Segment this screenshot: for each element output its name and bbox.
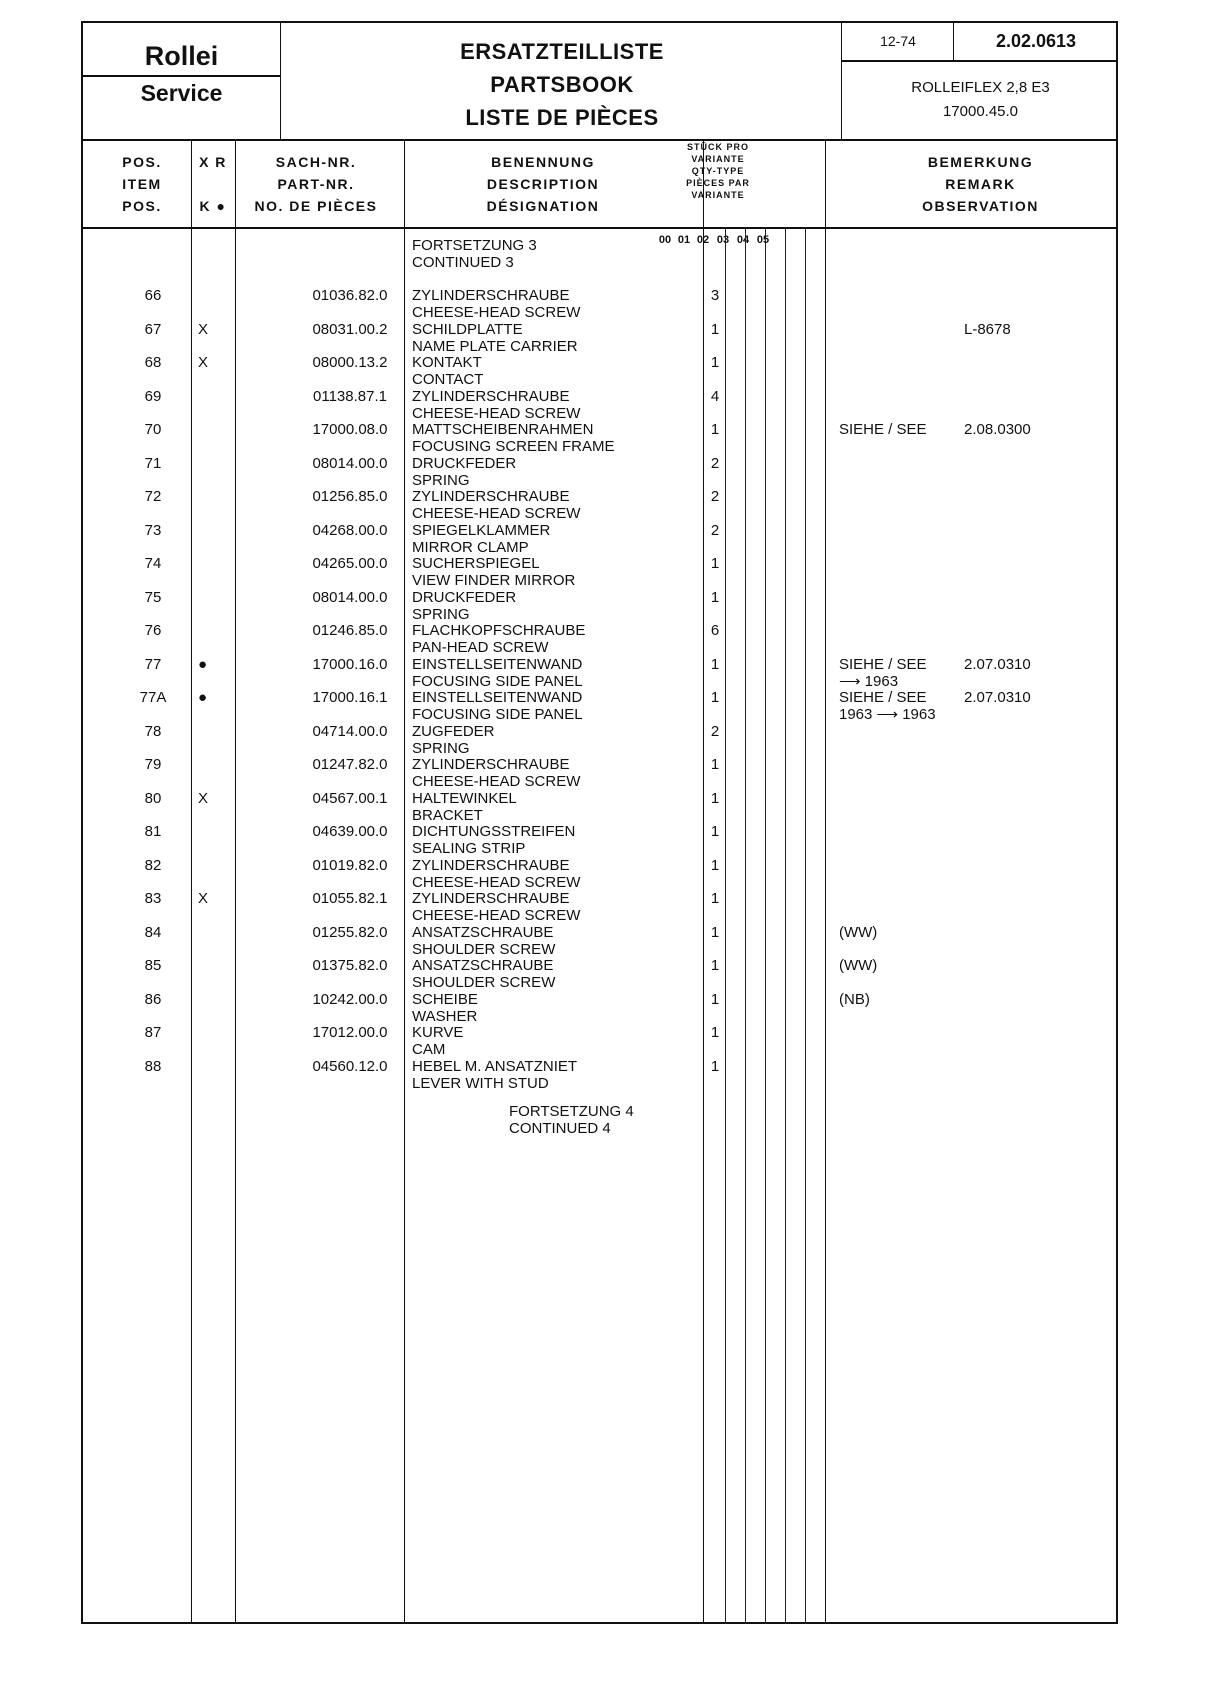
row-qty-00: 3 <box>710 287 720 304</box>
row-name-en: CHEESE-HEAD SCREW <box>412 907 581 924</box>
row-name-en: WASHER <box>412 1007 478 1025</box>
row-name-en: SPRING <box>412 471 470 489</box>
row-xr-flag: X <box>198 890 209 907</box>
row-name-en: CHEESE-HEAD SCREW <box>412 773 581 790</box>
table-row <box>83 522 1120 556</box>
row-name-en: SEALING STRIP <box>412 840 526 857</box>
row-remark-ref: 2.08.0300 <box>964 421 1031 438</box>
row-qty-00: 1 <box>710 588 720 606</box>
row-name-de: FLACHKOPFSCHRAUBE <box>412 622 586 639</box>
col-remark-header: BEMERKUNG REMARK OBSERVATION <box>922 154 1039 214</box>
row-name-de: EINSTELLSEITENWAND <box>412 689 583 706</box>
row-name-de: MATTSCHEIBENRAHMEN <box>412 421 594 438</box>
row-name-en: CONTACT <box>412 371 484 388</box>
table-row <box>83 924 1120 958</box>
row-part-number: 04560.12.0 <box>312 1057 388 1075</box>
row-qty-00: 1 <box>710 856 720 874</box>
row-part-number: 08000.13.2 <box>312 354 388 371</box>
row-xr-flag: ● <box>198 689 208 706</box>
row-name-en: VIEW FINDER MIRROR <box>412 572 576 589</box>
row-pos: 82 <box>144 856 162 874</box>
col-xr-header: X R K ● <box>199 154 227 214</box>
row-pos: 68 <box>144 354 162 371</box>
row-remark: (WW) <box>839 923 878 941</box>
variant-02: 02 <box>696 234 710 246</box>
row-qty-00: 1 <box>710 354 720 371</box>
variant-03: 03 <box>716 234 730 246</box>
row-part-number: 17000.16.0 <box>312 655 388 673</box>
table-row <box>83 723 1120 757</box>
row-part-number: 01055.82.1 <box>312 890 388 907</box>
row-name-de: KURVE <box>412 1024 464 1041</box>
row-name-de: ANSATZSCHRAUBE <box>412 923 554 941</box>
row-qty-00: 2 <box>710 521 720 539</box>
row-xr-flag: ● <box>198 655 208 673</box>
doc-number-divider <box>841 60 1118 62</box>
table-row <box>83 354 1120 388</box>
row-pos: 81 <box>144 823 162 840</box>
table-row <box>83 823 1120 857</box>
row-name-de: ZYLINDERSCHRAUBE <box>412 287 570 304</box>
row-pos: 75 <box>144 588 162 606</box>
row-name-en: SHOULDER SCREW <box>412 974 556 991</box>
table-row <box>83 756 1120 790</box>
row-xr-flag: X <box>198 789 209 807</box>
table-row <box>83 890 1120 924</box>
row-remark: SIEHE / SEE <box>839 689 927 706</box>
row-name-en: PAN-HEAD SCREW <box>412 639 549 656</box>
row-part-number: 04268.00.0 <box>312 521 388 539</box>
row-qty-00: 1 <box>710 923 720 941</box>
variant-04: 04 <box>736 234 750 246</box>
row-xr-flag: X <box>198 354 209 371</box>
row-part-number: 17000.16.1 <box>312 689 388 706</box>
title-en: PARTSBOOK <box>490 72 634 97</box>
table-row <box>83 957 1120 991</box>
row-name-en: FOCUSING SIDE PANEL <box>412 706 583 723</box>
col-qty-header: STÜCK PRO VARIANTE QTY-TYPE PIÈCES PAR VARIANTE <box>686 142 750 200</box>
table-row <box>83 455 1120 489</box>
row-pos: 84 <box>144 923 162 941</box>
row-qty-00: 1 <box>710 1024 720 1041</box>
table-row <box>83 991 1120 1025</box>
table-row <box>83 421 1120 455</box>
table-row <box>83 488 1120 522</box>
row-name-de: ZYLINDERSCHRAUBE <box>412 488 570 505</box>
row-name-de: ZUGFEDER <box>412 722 495 740</box>
row-pos: 85 <box>144 957 162 974</box>
logo-divider <box>83 75 280 77</box>
continued-top: FORTSETZUNG 3 CONTINUED 3 <box>412 237 537 271</box>
row-qty-00: 2 <box>710 722 720 740</box>
row-pos: 83 <box>144 890 162 907</box>
row-remark: SIEHE / SEE <box>839 655 927 673</box>
row-name-en: CHEESE-HEAD SCREW <box>412 873 581 891</box>
column-header-bottom-line <box>83 227 1118 229</box>
header-divider-1 <box>280 23 281 139</box>
row-name-de: DICHTUNGSSTREIFEN <box>412 823 576 840</box>
row-name-de: DRUCKFEDER <box>412 588 517 606</box>
row-qty-00: 1 <box>710 689 720 706</box>
row-qty-00: 6 <box>710 622 720 639</box>
table-row <box>83 287 1120 321</box>
col-pos-header: POS. ITEM POS. <box>122 154 162 214</box>
row-remark: (WW) <box>839 957 878 974</box>
row-qty-00: 1 <box>710 655 720 673</box>
row-remark-ref: L-8678 <box>964 320 1011 338</box>
variant-00: 00 <box>658 234 672 246</box>
row-part-number: 17000.08.0 <box>312 421 388 438</box>
row-name-de: ZYLINDERSCHRAUBE <box>412 756 570 773</box>
row-pos: 80 <box>144 789 162 807</box>
row-name-de: HALTEWINKEL <box>412 789 517 807</box>
row-name-de: SPIEGELKLAMMER <box>412 521 551 539</box>
row-remark-line2: ⟶ 1963 <box>839 672 899 690</box>
title-de: ERSATZTEILLISTE <box>460 39 664 64</box>
row-name-de: ANSATZSCHRAUBE <box>412 957 554 974</box>
row-name-en: FOCUSING SIDE PANEL <box>412 672 583 690</box>
row-part-number: 08014.00.0 <box>312 454 388 472</box>
row-pos: 79 <box>144 756 162 773</box>
row-pos: 74 <box>144 555 162 572</box>
row-name-en: MIRROR CLAMP <box>412 538 529 556</box>
row-name-en: BRACKET <box>412 806 483 824</box>
row-pos: 70 <box>144 421 162 438</box>
row-name-de: HEBEL M. ANSATZNIET <box>412 1057 578 1075</box>
row-pos: 77 <box>144 655 162 673</box>
col-designation-header: BENENNUNG DESCRIPTION DÉSIGNATION <box>486 154 600 214</box>
table-row <box>83 622 1120 656</box>
col-part-header: SACH-NR. PART-NR. NO. DE PIÈCES <box>254 154 378 214</box>
row-qty-00: 1 <box>710 421 720 438</box>
variant-01: 01 <box>677 234 691 246</box>
row-name-de: ZYLINDERSCHRAUBE <box>412 856 570 874</box>
table-row <box>83 321 1120 355</box>
row-pos: 78 <box>144 722 162 740</box>
row-part-number: 01246.85.0 <box>312 622 388 639</box>
row-name-de: SCHEIBE <box>412 990 478 1008</box>
row-qty-00: 1 <box>710 890 720 907</box>
row-part-number: 08031.00.2 <box>312 320 388 338</box>
row-qty-00: 1 <box>710 990 720 1008</box>
row-pos: 66 <box>144 287 162 304</box>
row-name-de: DRUCKFEDER <box>412 454 517 472</box>
model-name: ROLLEIFLEX 2,8 E3 <box>911 79 1050 96</box>
header-divider-3 <box>953 23 954 60</box>
row-qty-00: 1 <box>710 1057 720 1075</box>
row-name-en: NAME PLATE CARRIER <box>412 337 578 355</box>
row-part-number: 01138.87.1 <box>313 387 387 405</box>
row-remark-ref: 2.07.0310 <box>964 689 1031 706</box>
header-bottom-line <box>83 139 1118 141</box>
row-pos: 76 <box>144 622 162 639</box>
variant-05: 05 <box>756 234 770 246</box>
row-remark: SIEHE / SEE <box>839 421 927 438</box>
row-name-de: KONTAKT <box>412 354 482 371</box>
table-row <box>83 857 1120 891</box>
row-part-number: 08014.00.0 <box>312 588 388 606</box>
table-row <box>83 388 1120 422</box>
row-qty-00: 2 <box>710 454 720 472</box>
row-part-number: 01247.82.0 <box>312 756 388 773</box>
model-number: 17000.45.0 <box>942 103 1019 120</box>
row-part-number: 10242.00.0 <box>312 990 388 1008</box>
row-part-number: 17012.00.0 <box>312 1024 388 1041</box>
row-pos: 77A <box>139 689 167 706</box>
table-row <box>83 555 1120 589</box>
row-name-en: CHEESE-HEAD SCREW <box>412 505 581 522</box>
row-qty-00: 1 <box>710 789 720 807</box>
row-part-number: 04639.00.0 <box>312 823 388 840</box>
doc-number: 2.02.0613 <box>995 31 1077 51</box>
row-name-en: SHOULDER SCREW <box>412 940 556 958</box>
row-qty-00: 1 <box>710 756 720 773</box>
row-name-en: FOCUSING SCREEN FRAME <box>412 438 615 455</box>
row-name-de: ZYLINDERSCHRAUBE <box>412 890 570 907</box>
row-pos: 88 <box>144 1057 162 1075</box>
row-name-en: CAM <box>412 1041 446 1058</box>
row-name-de: SUCHERSPIEGEL <box>412 555 540 572</box>
title-fr: LISTE DE PIÈCES <box>465 105 659 130</box>
row-remark-ref: 2.07.0310 <box>964 655 1031 673</box>
row-pos: 71 <box>144 454 162 472</box>
row-part-number: 01256.85.0 <box>312 488 388 505</box>
row-qty-00: 1 <box>710 823 720 840</box>
row-remark-line2: 1963 ⟶ 1963 <box>839 706 936 723</box>
row-name-en: SPRING <box>412 605 470 623</box>
row-pos: 87 <box>144 1024 162 1041</box>
row-part-number: 01036.82.0 <box>312 287 388 304</box>
row-name-en: CHEESE-HEAD SCREW <box>412 404 581 422</box>
row-name-en: SPRING <box>412 739 470 757</box>
row-qty-00: 1 <box>710 320 720 338</box>
row-pos: 69 <box>144 387 162 405</box>
table-row <box>83 790 1120 824</box>
doc-date: 12-74 <box>880 33 916 49</box>
row-pos: 73 <box>144 521 162 539</box>
table-row <box>83 1024 1120 1058</box>
service-label: Service <box>140 80 223 106</box>
row-name-en: CHEESE-HEAD SCREW <box>412 304 581 321</box>
parts-list-frame <box>81 21 1118 1624</box>
row-name-de: EINSTELLSEITENWAND <box>412 655 583 673</box>
row-pos: 67 <box>144 320 162 338</box>
row-part-number: 01019.82.0 <box>312 856 388 874</box>
row-pos: 72 <box>144 488 162 505</box>
row-qty-00: 4 <box>710 387 720 405</box>
rollei-logo: Rollei <box>144 41 219 71</box>
table-row <box>83 589 1120 623</box>
row-remark: (NB) <box>839 990 870 1008</box>
header-divider-2 <box>841 23 842 139</box>
row-name-de: SCHILDPLATTE <box>412 320 523 338</box>
continued-bottom: FORTSETZUNG 4 CONTINUED 4 <box>509 1103 634 1137</box>
row-pos: 86 <box>144 990 162 1008</box>
row-part-number: 01255.82.0 <box>312 923 388 941</box>
table-row <box>83 656 1120 690</box>
row-qty-00: 1 <box>710 555 720 572</box>
row-xr-flag: X <box>198 320 209 338</box>
row-qty-00: 2 <box>710 488 720 505</box>
table-row <box>83 1058 1120 1092</box>
row-part-number: 04567.00.1 <box>312 789 388 807</box>
row-part-number: 04714.00.0 <box>312 722 388 740</box>
table-row <box>83 689 1120 723</box>
row-name-en: LEVER WITH STUD <box>412 1074 549 1092</box>
row-part-number: 01375.82.0 <box>312 957 388 974</box>
row-part-number: 04265.00.0 <box>312 555 388 572</box>
row-qty-00: 1 <box>710 957 720 974</box>
row-name-de: ZYLINDERSCHRAUBE <box>412 387 570 405</box>
